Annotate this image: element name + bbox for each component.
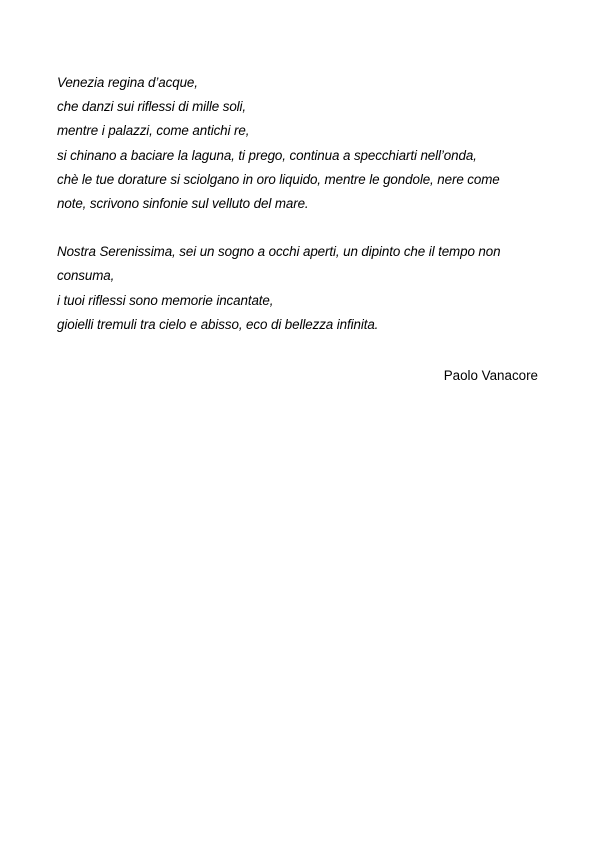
poem-line: i tuoi riflessi sono memorie incantate, — [57, 292, 274, 308]
poem-line: Venezia regina d’acque, — [57, 75, 198, 90]
poem-line: mentre i palazzi, come antichi re, — [57, 123, 250, 139]
poem-body — [57, 71, 547, 337]
stanza-1 — [57, 71, 547, 216]
poem-line: si chinano a baciare la laguna, ti prego, continua a specchiarti nell’onda, — [57, 147, 477, 163]
author-signature: Paolo Vanacore — [443, 368, 538, 383]
stanza-2 — [57, 240, 547, 337]
poem-line: chè le tue dorature si sciolgano in oro liquido, mentre le gondole, nere come — [57, 171, 500, 187]
poem-line: note, scrivono sinfonie sul velluto del mare. — [57, 196, 309, 212]
poem-line: consuma, — [57, 268, 115, 284]
poem-line: gioielli tremuli tra cielo e abisso, eco di bellezza infinita. — [57, 316, 379, 332]
poem-line: Nostra Serenissima, sei un sogno a occhi aperti, un dipinto che il tempo non — [57, 244, 501, 260]
poem-line: che danzi sui riflessi di mille soli, — [57, 99, 247, 115]
